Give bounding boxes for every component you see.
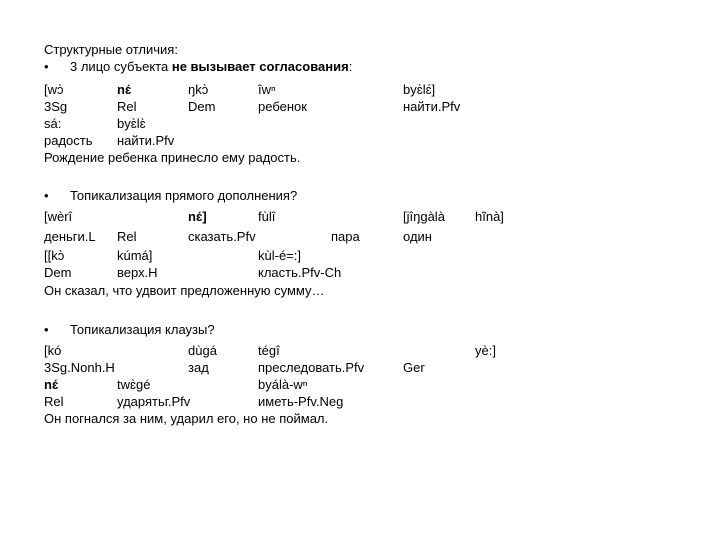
ex3-r3-w3: byálà-wⁿ — [258, 377, 308, 392]
ex1-r1-w1: [wɔ̀ — [44, 82, 64, 97]
bullet-1-bold: не вызывает согласования — [171, 59, 349, 74]
ex3-r2-w2: зад — [188, 360, 209, 375]
ex2-r1-w4: [jîŋgàlà — [403, 209, 445, 224]
bullet-3-text: Топикализация клаузы? — [70, 322, 215, 337]
ex3-r4-w3: иметь-Pfv.Neg — [258, 394, 344, 409]
ex1-r3-w1: sá: — [44, 116, 62, 131]
ex3-r2-w3: преследовать.Pfv — [258, 360, 365, 375]
ex1-r4-w2: найти.Pfv — [117, 133, 175, 148]
bullet-1-text — [70, 58, 352, 75]
ex3-r1-w4: yè:] — [475, 343, 496, 358]
ex1-r1-w2: nɛ́ — [117, 82, 132, 97]
ex2-r4-w3: класть.Pfv-Ch — [258, 265, 342, 280]
bullet-1-prefix: 3 лицо субъекта — [70, 59, 172, 74]
ex1-r2-w3: Dem — [188, 99, 216, 114]
ex3-r1-w1: [kó — [44, 343, 62, 358]
ex1-r1-w3: ŋkɔ̀ — [188, 82, 209, 97]
ex1-r2-w2: Rel — [117, 99, 137, 114]
ex1-r1-w5: byɛ̀lɛ́] — [403, 82, 436, 97]
ex3-r3-w2: twɛ̀gé — [117, 377, 151, 392]
ex3-r3-w1: nɛ́ — [44, 377, 59, 392]
ex1-r2-w5: найти.Pfv — [403, 99, 461, 114]
bullet-3-marker: • — [44, 322, 49, 337]
ex2-r2-w4: пара — [331, 229, 360, 244]
ex2-r1-w5: hĩnà] — [475, 209, 504, 224]
ex2-r3-w1: [[kɔ̀ — [44, 248, 65, 263]
ex3-r4-w1: Rel — [44, 394, 64, 409]
ex1-translation: Рождение ребенка принесло ему радость. — [44, 150, 301, 165]
ex3-r2-w1: 3Sg.Nonh.H — [44, 360, 115, 375]
ex2-r4-w2: верх.H — [117, 265, 158, 280]
ex2-r1-w2: nɛ́] — [188, 209, 207, 224]
ex2-r4-w1: Dem — [44, 265, 72, 280]
ex3-r1-w2: dùgá — [188, 343, 217, 358]
ex2-r2-w5: один — [403, 229, 432, 244]
bullet-1-suffix: : — [348, 59, 353, 74]
ex1-r4-w1: радость — [44, 133, 93, 148]
ex1-r1-w4: îwⁿ — [258, 82, 276, 97]
ex2-r1-w3: fùlî — [258, 209, 276, 224]
ex1-r2-w4: ребенок — [258, 99, 307, 114]
bullet-2-text: Топикализация прямого дополнения? — [70, 188, 298, 203]
ex2-translation: Он сказал, что удвоит предложенную сумму… — [44, 283, 325, 298]
ex2-r3-w3: kùl-é=:] — [258, 248, 301, 263]
ex2-r1-w1: [wèrî — [44, 209, 73, 224]
ex1-r2-w1: 3Sg — [44, 99, 68, 114]
ex3-r1-w3: tégî — [258, 343, 280, 358]
ex2-r3-w2: kúmá] — [117, 248, 153, 263]
ex1-r3-w2: byɛ̀lɛ̀ — [117, 116, 146, 131]
ex3-translation: Он погнался за ним, ударил его, но не поймал. — [44, 411, 329, 426]
ex3-r4-w2: ударятьг.Pfv — [117, 394, 191, 409]
bullet-1-marker: • — [44, 59, 49, 74]
ex3-r2-w4: Ger — [403, 360, 425, 375]
ex2-r2-w3: сказать.Pfv — [188, 229, 256, 244]
bullet-2-marker: • — [44, 188, 49, 203]
ex2-r2-w2: Rel — [117, 229, 137, 244]
ex2-r2-w1: деньги.L — [44, 229, 96, 244]
heading: Структурные отличия: — [44, 42, 178, 57]
